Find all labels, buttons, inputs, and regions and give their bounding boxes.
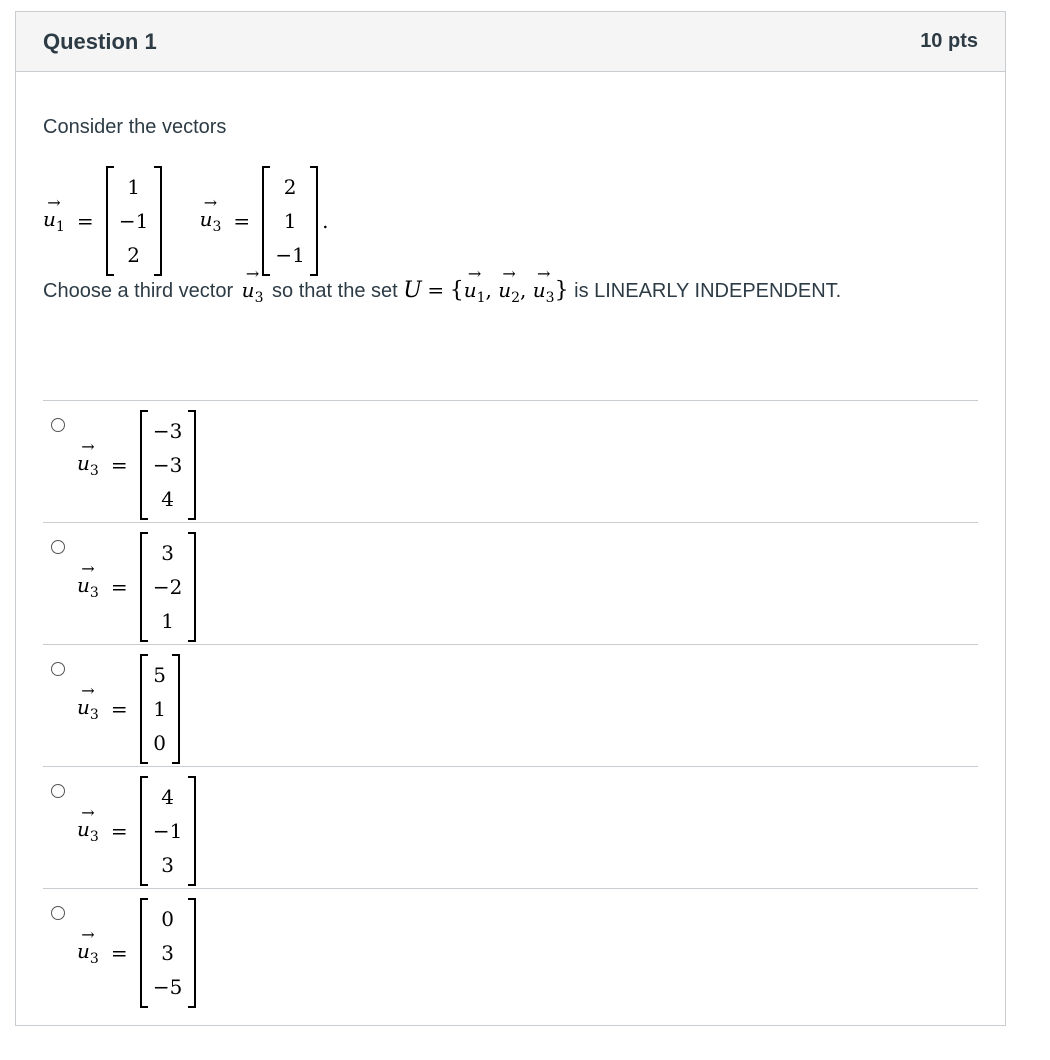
given-vectors: → $u_1$ = 1 −1 2 → $u_3$ = 2 1 −1 . [43, 166, 329, 276]
answer-option[interactable]: → $u_3$ = −3 −3 4 [43, 400, 978, 522]
vector-label: → $u_1$ [43, 193, 65, 235]
radio-button[interactable] [51, 418, 65, 432]
question-card [15, 11, 1006, 1026]
question-title: Question 1 [43, 28, 157, 54]
answer-option[interactable]: → $u_3$ = 5 1 0 [43, 644, 978, 766]
vector-matrix: 1 −1 2 [106, 166, 162, 276]
radio-button[interactable] [51, 662, 65, 676]
question-points: 10 pts [920, 30, 978, 52]
option-matrix: 5 1 0 [140, 654, 180, 764]
radio-button[interactable] [51, 540, 65, 554]
answer-option[interactable]: → $u_3$ = 4 −1 3 [43, 766, 978, 888]
option-matrix: −3 −3 4 [140, 410, 196, 520]
vector-matrix: 2 1 −1 [262, 166, 318, 276]
radio-button[interactable] [51, 784, 65, 798]
answer-option[interactable]: → $u_3$ = 0 3 −5 [43, 888, 978, 1010]
vector-label: → $u_3$ [199, 193, 222, 235]
question-header [16, 12, 1005, 72]
option-matrix: 0 3 −5 [140, 898, 196, 1008]
answer-options [43, 400, 978, 1010]
answer-option[interactable]: → $u_3$ = 3 −2 1 [43, 522, 978, 644]
question-intro: Consider the vectors [43, 116, 227, 138]
option-matrix: 4 −1 3 [140, 776, 196, 886]
radio-button[interactable] [51, 906, 65, 920]
question-prompt: Choose a third vector → $u_3$ so that the set U = { → $u_1$, → $u_2$, → $u_3$} is LINEARLY INDEPENDENT. [43, 264, 842, 306]
option-matrix: 3 −2 1 [140, 532, 196, 642]
